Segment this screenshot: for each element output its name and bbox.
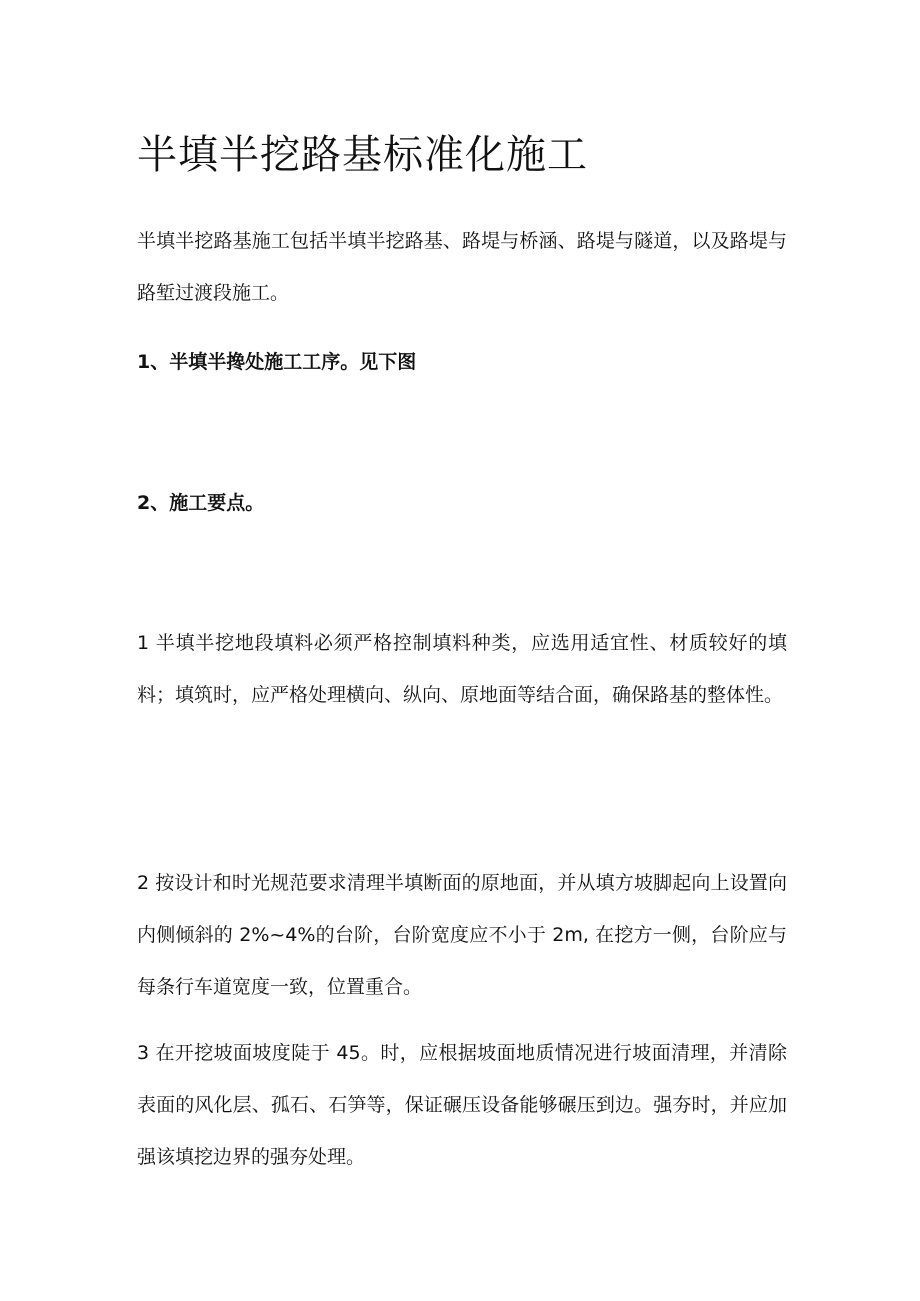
document-title: 半填半挖路基标准化施工 [137, 132, 588, 178]
section-heading-procedure: 1、半填半搀处施工工序。见下图 [137, 351, 417, 373]
section-heading-key-points: 2、施工要点。 [137, 492, 265, 514]
intro-paragraph: 半填半挖路基施工包括半填半挖路基、路堤与桥涵、路堤与隧道，以及路堤与路堑过渡段施工。 [137, 230, 787, 304]
key-point-1: 1 半填半挖地段填料必须严格控制填料种类，应选用适宜性、材质较好的填料；填筑时，应严格处理横向、纵向、原地面等结合面，确保路基的整体性。 [137, 632, 787, 706]
key-point-3: 3 在开挖坡面坡度陡于 45。时，应根据坡面地质情况进行坡面清理，并清除表面的风化层、孤石、石笋等，保证碾压设备能够碾压到边。强夯时，并应加强该填挖边界的强夯处理。 [137, 1042, 787, 1168]
key-point-2: 2 按设计和时光规范要求清理半填断面的原地面，并从填方坡脚起向上设置向内侧倾斜的 2%~4%的台阶，台阶宽度应不小于 2m, 在挖方一侧，台阶应与每条行车道宽度一致，位置重合。 [137, 872, 787, 998]
